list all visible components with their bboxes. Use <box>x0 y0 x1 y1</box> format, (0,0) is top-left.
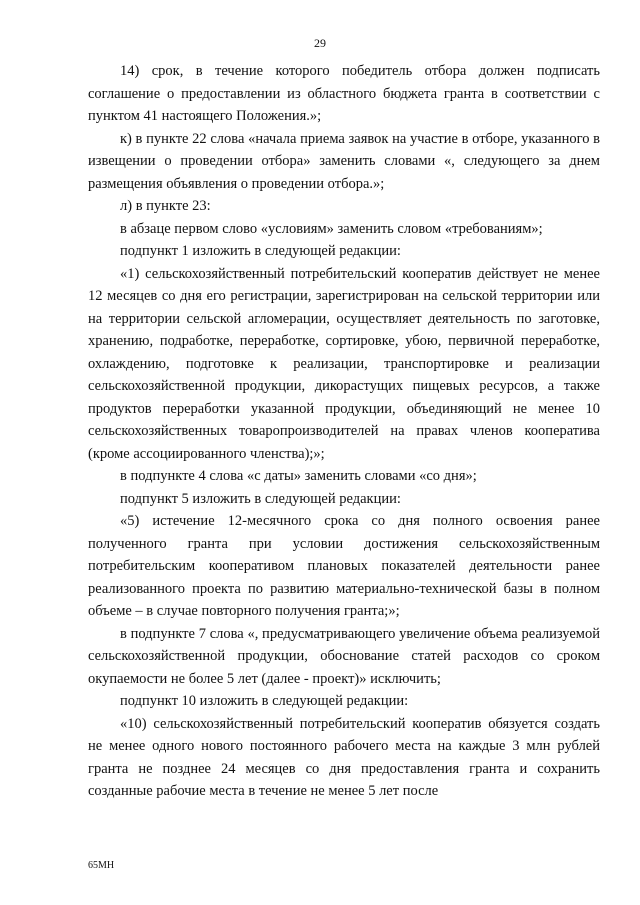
paragraph-point-k: к) в пункте 22 слова «начала приема заявок на участие в отборе, указанного в извещении о проведении отбора» заменить словами «, следующего за днем размещения объявления о проведении отбора.»; <box>88 130 600 192</box>
paragraph-item-14: 14) срок, в течение которого победитель отбора должен подписать соглашение о предоставлении из областного бюджета гранта в соответствии с пунктом 41 настоящего Положения.»; <box>88 63 600 124</box>
paragraph-subpoint-4: в подпункте 4 слова «с даты» заменить словами «со дня»; <box>120 468 477 484</box>
paragraph-first-abzac: в абзаце первом слово «условиям» заменить словом «требованиям»; <box>120 220 543 237</box>
paragraph-subpoint-1-text: «1) сельскохозяйственный потребительский кооператив действует не менее 12 месяцев со дня его регистрации, зарегистрирован на сельской территории или на территории сельской агломерации, осуществляет деятельность по заготовке, хранению, подработке, переработке, сортировке, убою, первичной переработке, охлаждению, подготовке к реализации, транспортировке и реализации сельскохозяйственной продукции, дикорастущих пищевых ресурсов, а также продуктов переработки указанной продукции, объединяющий не менее 10 сельскохозяйственных товаропроизводителей на правах членов кооператива (кроме ассоциированного членства);»; <box>88 265 600 462</box>
paragraph-subpoint-1-intro: подпункт 1 изложить в следующей редакции: <box>120 243 401 259</box>
footer-code: 65МН <box>88 860 115 871</box>
paragraph-subpoint-10-intro: подпункт 10 изложить в следующей редакции: <box>120 693 409 709</box>
paragraph-subpoint-5-intro: подпункт 5 изложить в следующей редакции: <box>120 490 401 507</box>
document-body <box>88 60 600 803</box>
paragraph-subpoint-10-text: «10) сельскохозяйственный потребительский кооператив обязуется создать не менее одного нового постоянного рабочего места на каждые 3 млн рублей гранта не позднее 24 месяцев со дня предоставления гранта и сохранить созданные рабочие места в течение не менее 5 лет после <box>88 715 600 799</box>
paragraph-subpoint-7: в подпункте 7 слова «, предусматривающего увеличение объема реализуемой сельскохозяйственной продукции, обоснование статей расходов со сроком окупаемости не более 5 лет (далее - проект)» исключить; <box>88 625 600 687</box>
paragraph-point-l: л) в пункте 23: <box>120 198 211 214</box>
paragraph-subpoint-5-text: «5) истечение 12-месячного срока со дня полного освоения ранее полученного гранта при условии достижения сельскохозяйственным потребительским кооперативом плановых показателей деятельности ранее реализованного проекта по развитию материально-технической базы в полном объеме – в случае повторного получения гранта;»; <box>88 513 600 619</box>
page-number: 29 <box>314 36 326 50</box>
